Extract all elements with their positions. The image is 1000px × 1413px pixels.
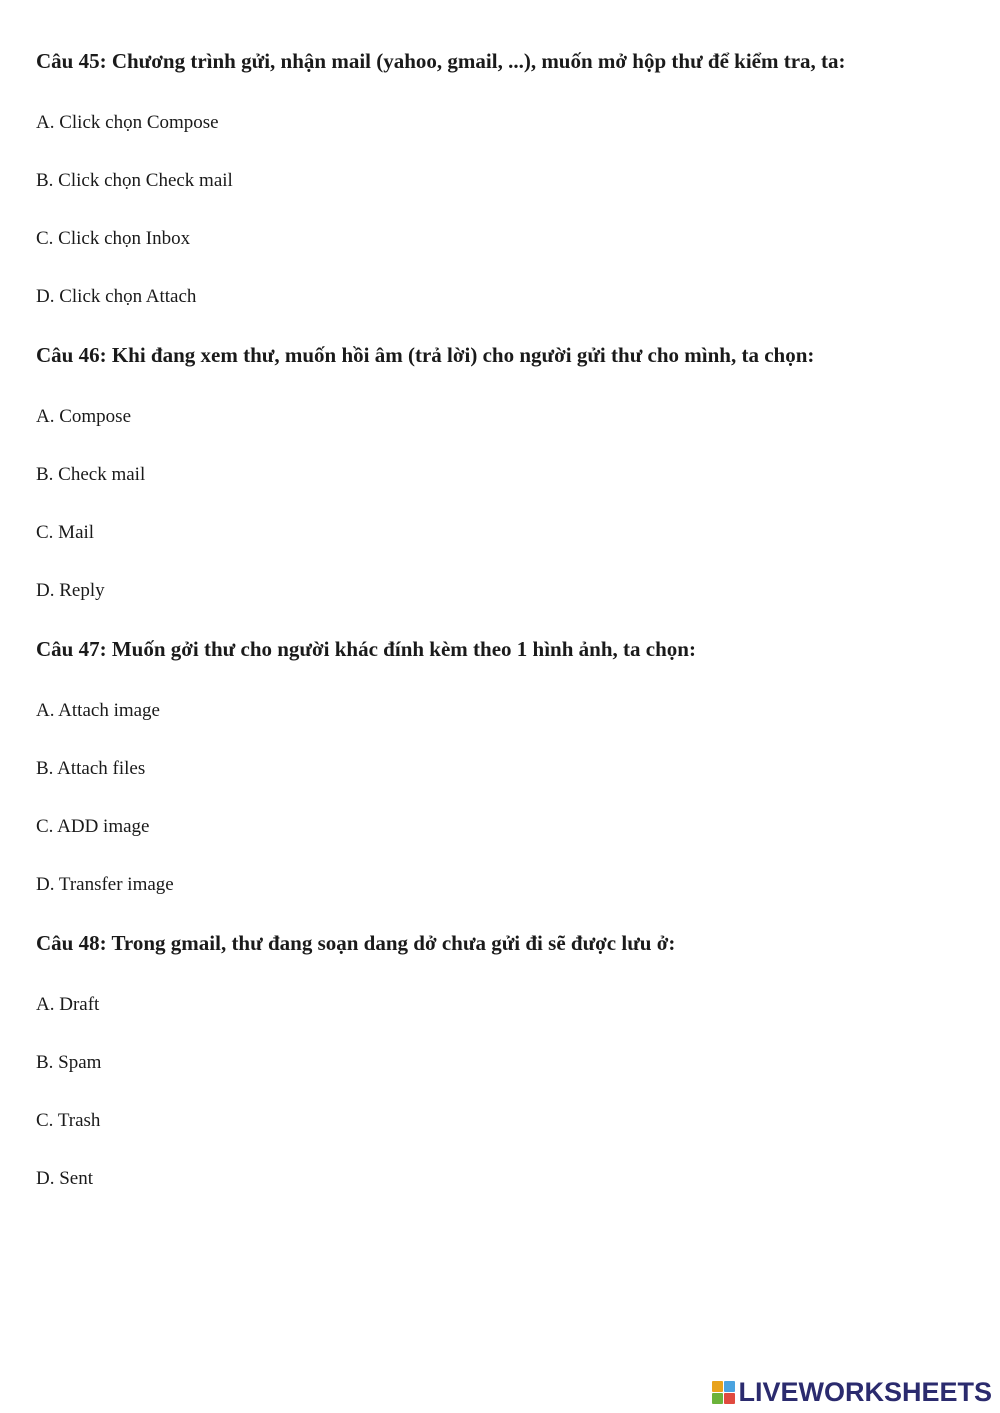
answer-option-b[interactable]: B. Check mail	[36, 464, 146, 485]
answer-option-d[interactable]: D. Click chọn Attach	[36, 286, 197, 307]
answer-option-b[interactable]: B. Click chọn Check mail	[36, 170, 233, 191]
answer-options	[36, 993, 976, 1191]
logo-text: LIVEWORKSHEETS	[738, 1377, 992, 1407]
answer-option-a[interactable]: A. Click chọn Compose	[36, 112, 219, 133]
logo-square-3	[712, 1393, 723, 1404]
answer-options	[36, 699, 976, 897]
question-45	[36, 48, 976, 309]
answer-option-c[interactable]: C. Mail	[36, 522, 95, 543]
answer-option-c[interactable]: C. Trash	[36, 1110, 101, 1131]
answer-option-a[interactable]: A. Attach image	[36, 700, 160, 721]
answer-option-a[interactable]: A. Compose	[36, 406, 131, 427]
answer-option-c[interactable]: C. Click chọn Inbox	[36, 228, 191, 249]
answer-option-b[interactable]: B. Spam	[36, 1052, 102, 1073]
question-46	[36, 342, 976, 603]
answer-options	[36, 111, 976, 309]
logo-square-4	[724, 1393, 735, 1404]
logo-mark-icon	[712, 1381, 735, 1404]
question-47	[36, 636, 976, 897]
answer-option-a[interactable]: A. Draft	[36, 994, 100, 1015]
question-title: Câu 45: Chương trình gửi, nhận mail (yahoo, gmail, ...), muốn mở hộp thư để kiểm tra, ta:	[36, 49, 846, 73]
liveworksheets-logo	[712, 1377, 992, 1407]
question-title: Câu 46: Khi đang xem thư, muốn hồi âm (trả lời) cho người gửi thư cho mình, ta chọn:	[36, 343, 815, 367]
answer-options	[36, 405, 976, 603]
answer-option-c[interactable]: C. ADD image	[36, 816, 150, 837]
logo-square-2	[724, 1381, 735, 1392]
question-title: Câu 47: Muốn gởi thư cho người khác đính kèm theo 1 hình ảnh, ta chọn:	[36, 637, 696, 661]
answer-option-d[interactable]: D. Reply	[36, 580, 105, 601]
answer-option-d[interactable]: D. Transfer image	[36, 874, 174, 895]
answer-option-d[interactable]: D. Sent	[36, 1168, 93, 1189]
question-title: Câu 48: Trong gmail, thư đang soạn dang dở chưa gửi đi sẽ được lưu ở:	[36, 931, 676, 955]
logo-square-1	[712, 1381, 723, 1392]
question-48	[36, 930, 976, 1191]
answer-option-b[interactable]: B. Attach files	[36, 758, 146, 779]
